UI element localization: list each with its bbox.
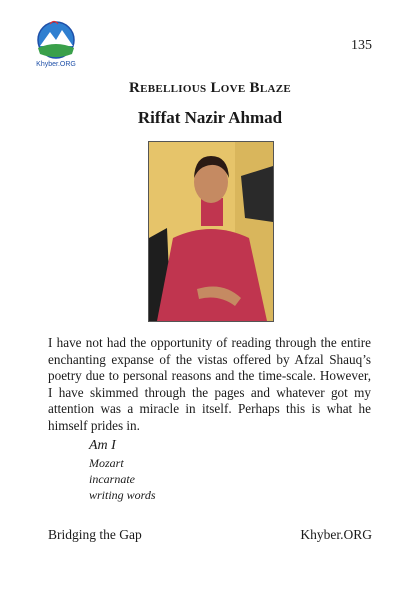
article-title: Rebellious Love Blaze (128, 80, 292, 96)
page-number: 135 (351, 38, 372, 53)
poem-line: Mozart (89, 456, 124, 470)
poem-excerpt (89, 437, 156, 503)
poem-line: writing words (89, 488, 156, 502)
footer-publisher: Khyber.ORG (300, 527, 372, 542)
article-body: I have not had the opportunity of reading through the entire enchanting expanse of the vistas offered by Afzal Shauq’s poetry due to personal reasons and the time-scale. However, I have skimmed through the pages and whatever got my attention was a miracle in itself. Perhaps this is what he himself prides in. (48, 335, 371, 433)
footer-book-title: Bridging the Gap (48, 527, 142, 542)
article-author: Riffat Nazir Ahmad (137, 108, 283, 127)
logo-globe-icon (28, 20, 84, 64)
poem-line: Am I (89, 438, 116, 453)
logo-caption: Khyber.ORG (36, 61, 76, 68)
author-photo (148, 141, 274, 322)
poem-line: incarnate (89, 472, 135, 486)
